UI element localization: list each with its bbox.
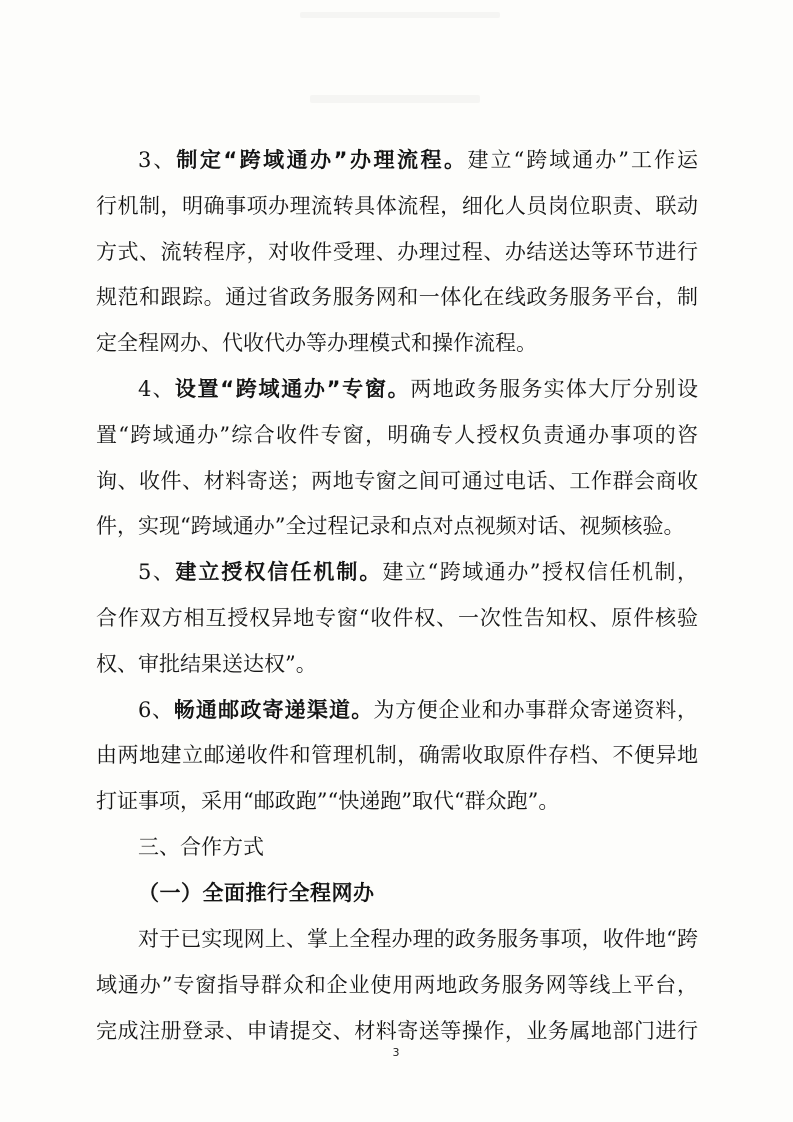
paragraph-6-line-2: 由两地建立邮递收件和管理机制，确需收取原件存档、不便异地 [96,743,698,767]
paragraph-3-line-1 [138,146,698,174]
scan-artifact [300,12,500,18]
paragraph-4-line-2: 置“跨域通办”综合收件专窗，明确专人授权负责通办事项的咨 [96,423,698,447]
paragraph-3-text: 建立“跨域通办”工作运 [467,148,698,172]
page-number: 3 [392,1046,400,1059]
paragraph-5-title: 建立授权信任机制。 [175,560,383,584]
paragraph-6-title: 畅通邮政寄递渠道。 [173,698,374,722]
subsection-heading: （一）全面推行全程网办 [138,881,375,905]
paragraph-3-line-4: 规范和跟踪。通过省政务服务网和一体化在线政务服务平台，制 [96,285,698,309]
paragraph-3-number: 3、 [138,148,177,172]
paragraph-6-line-1 [138,696,698,724]
paragraph-7-line-2: 域通办”专窗指导群众和企业使用两地政务服务网等线上平台， [96,973,698,997]
paragraph-5-text: 建立“跨域通办”授权信任机制， [382,560,698,584]
paragraph-3-line-5: 定全程网办、代收代办等办理模式和操作流程。 [96,331,537,355]
paragraph-4-line-3: 询、收件、材料寄送；两地专窗之间可通过电话、工作群会商收 [96,469,698,493]
paragraph-7-line-3: 完成注册登录、申请提交、材料寄送等操作，业务属地部门进行 [96,1019,698,1043]
paragraph-6-text: 为方便企业和办事群众寄递资料， [373,698,698,722]
paragraph-5-line-2: 合作双方相互授权异地专窗“收件权、一次性告知权、原件核验 [96,606,698,630]
section-heading: 三、合作方式 [138,835,264,859]
paragraph-7-line-1: 对于已实现网上、掌上全程办理的政务服务事项，收件地“跨 [138,927,698,951]
paragraph-4-text: 两地政务服务实体大厅分别设 [410,377,698,401]
paragraph-4-number: 4、 [138,377,175,401]
paragraph-4-line-1 [138,375,698,403]
paragraph-3-line-3: 方式、流转程序，对收件受理、办理过程、办结送达等环节进行 [96,240,698,264]
paragraph-4-title: 设置“跨域通办”专窗。 [174,377,411,401]
scan-artifact [310,95,480,103]
paragraph-3-line-2: 行机制，明确事项办理流转具体流程，细化人员岗位职责、联动 [96,194,698,218]
paragraph-6-line-3: 打证事项，采用“邮政跑”“快递跑”取代“群众跑”。 [96,789,560,813]
paragraph-5-number: 5、 [138,560,176,584]
paragraph-5-line-1 [138,558,698,586]
paragraph-5-line-3: 权、审批结果送达权”。 [96,652,317,676]
paragraph-6-number: 6、 [138,698,174,722]
paragraph-3-title: 制定“跨域通办”办理流程。 [176,148,468,172]
paragraph-4-line-4: 件，实现“跨域通办”全过程记录和点对点视频对话、视频核验。 [96,514,685,538]
